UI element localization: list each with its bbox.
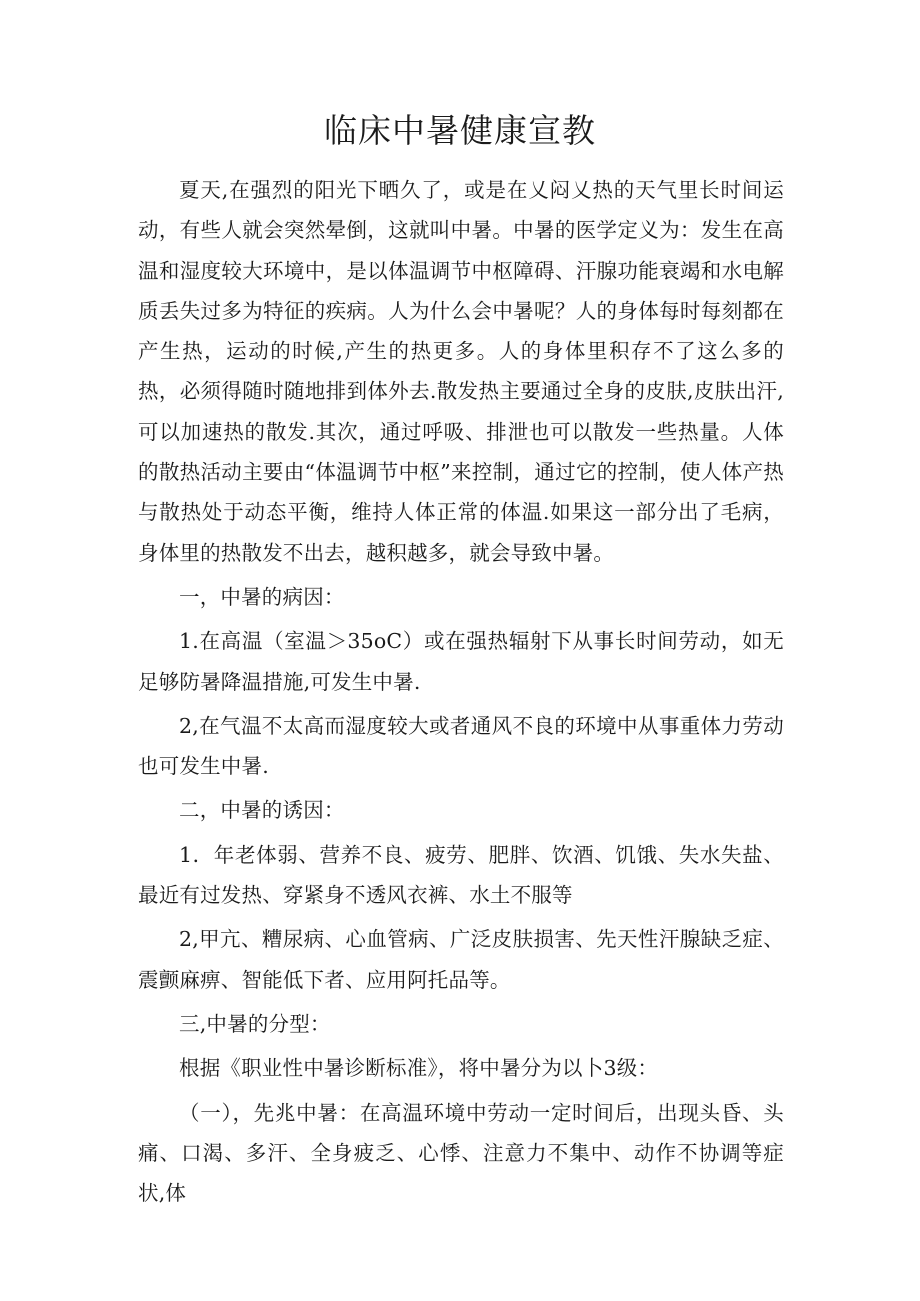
- paragraph-standard: 根据《职业性中暑诊断标准》，将中暑分为以卜3级：: [179, 1056, 659, 1081]
- paragraph-trigger-2: 2,甲亢、糟尿病、心血管病、广泛皮肤损害、先天性汗腺缺乏症、震颤麻痹、智能低下者、应用阿托品等。: [138, 927, 784, 992]
- paragraph-type-1: （一），先兆中暑：在高温环境中劳动一定时间后，出现头昏、头痛、口渴、多汗、全身疲乏、心悸、注意力不集中、动作不协调等症状,体: [138, 1100, 784, 1206]
- paragraph-trigger-1: 1．年老体弱、营养不良、疲劳、肥胖、饮酒、饥饿、失水失盐、最近有过发热、穿紧身不透风衣裤、水土不服等: [138, 842, 784, 908]
- document-title: 临床中暑健康宣教: [324, 111, 596, 150]
- paragraph-intro: 夏天,在强烈的阳光下晒久了，或是在乂闷乂热的天气里长时间运动，有些人就会突然晕倒，这就叫中暑。中暑的医学定义为：发生在高温和湿度较大环境中，是以体温调节中枢障碍、汗腺功能衰竭和水电解质丢失过多为特征的疾病。人为什么会中暑呢？人的身体每时每刻都在产生热，运动的时候,产生的热更多。人的身体里积存不了这么多的热，必须得随时随地排到体外去.散发热主要通过全身的皮肤,皮肤出汗,可以加速热的散发.其次，通过呼吸、排泄也可以散发一些热量。人体的散热活动主要由“体温调节中枢”来控制，通过它的控制，使人体产热与散热处于动态平衡，维持人体正常的体温.如果这一部分出了毛病，身体里的热散发不出去，越积越多，就会导致中暑。: [138, 178, 784, 565]
- paragraph-cause-1: 1.在高温（室温＞35oC）或在强热辐射下从事长时间劳动，如无足够防暑降温措施,可发生中暑.: [138, 629, 784, 694]
- section-heading-triggers: 二，中暑的诱因：: [179, 798, 345, 823]
- section-heading-causes: 一，中暑的病因：: [179, 584, 345, 609]
- paragraph-cause-2: 2,在气温不太高而湿度较大或者通风不良的环境中从事重体力劳动也可发生中暑.: [138, 713, 784, 779]
- document-body: [138, 170, 784, 1217]
- section-heading-types: 三,中暑的分型：: [179, 1011, 331, 1036]
